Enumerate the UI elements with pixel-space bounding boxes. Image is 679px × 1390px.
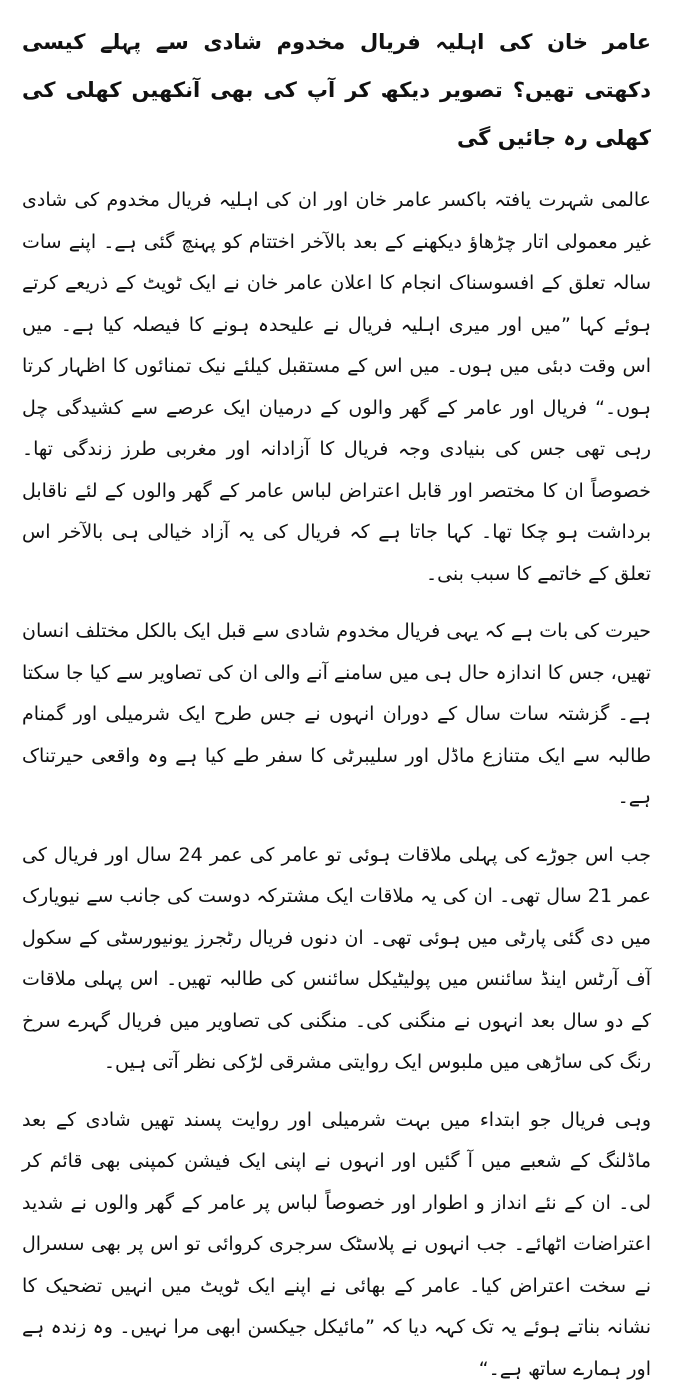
article-paragraph: وہی فریال جو ابتداء میں بہت شرمیلی اور روایت پسند تھیں شادی کے بعد ماڈلنگ کے شعبے میں آ گئیں اور انہوں نے اپنی ایک فیشن کمپنی بھی قائم کر لی۔ ان کے نئے انداز و اطوار اور خصوصاً لباس پر عامر کے گھر والوں نے شدید اعتراضات اٹھائے۔ جب انہوں نے پلاسٹک سرجری کروائی تو اس پر بھی سسرال نے سخت اعتراض کیا۔ عامر کے بھائی نے اپنے ایک ٹویٹ میں انہیں تضحیک کا نشانہ بناتے ہوئے یہ تک کہہ دیا کہ ”مائیکل جیکسن ابھی مرا نہیں۔ وہ زندہ ہے اور ہمارے ساتھ ہے۔“ bbox=[22, 1100, 651, 1390]
article-paragraph: حیرت کی بات ہے کہ یہی فریال مخدوم شادی سے قبل ایک بالکل مختلف انسان تھیں، جس کا اندازہ حال ہی میں سامنے آنے والی ان کی تصاویر سے کیا جا سکتا ہے۔ گزشتہ سات سال کے دوران انہوں نے جس طرح ایک شرمیلی اور گمنام طالبہ سے ایک متنازع ماڈل اور سلیبرٹی کا سفر طے کیا ہے وہ واقعی حیرتناک ہے۔ bbox=[22, 611, 651, 819]
article-paragraph: عالمی شہرت یافتہ باکسر عامر خان اور ان کی اہلیہ فریال مخدوم کی شادی غیر معمولی اتار چڑھاؤ دیکھنے کے بعد بالآخر اختتام کو پہنچ گئی ہے۔ اپنے سات سالہ تعلق کے افسوسناک انجام کا اعلان عامر خان نے ایک ٹویٹ کے ذریعے کرتے ہوئے کہا ”میں اور میری اہلیہ فریال نے علیحدہ ہونے کا فیصلہ کیا ہے۔ میں اس وقت دبئی میں ہوں۔ میں اس کے مستقبل کیلئے نیک تمنائوں کا اظہار کرتا ہوں۔“ فریال اور عامر کے گھر والوں کے درمیان ایک عرصے سے کشیدگی چل رہی تھی جس کی بنیادی وجہ فریال کا آزادانہ اور مغربی طرز زندگی تھا۔ خصوصاً ان کا مختصر اور قابل اعتراض لباس عامر کے گھر والوں کے لئے ناقابل برداشت ہو چکا تھا۔ کہا جاتا ہے کہ فریال کی یہ آزاد خیالی ہی بالآخر اس تعلق کے خاتمے کا سبب بنی۔ bbox=[22, 180, 651, 595]
article-paragraph: جب اس جوڑے کی پہلی ملاقات ہوئی تو عامر کی عمر 24 سال اور فریال کی عمر 21 سال تھی۔ ان کی یہ ملاقات ایک مشترکہ دوست کی جانب سے نیویارک میں دی گئی پارٹی میں ہوئی تھی۔ ان دنوں فریال رٹجرز یونیورسٹی کے سکول آف آرٹس اینڈ سائنس میں پولیٹیکل سائنس کی طالبہ تھیں۔ اس پہلی ملاقات کے دو سال بعد انہوں نے منگنی کی۔ منگنی کی تصاویر میں فریال گہرے سرخ رنگ کی ساڑھی میں ملبوس ایک روایتی مشرقی لڑکی نظر آتی ہیں۔ bbox=[22, 835, 651, 1084]
article-title: عامر خان کی اہلیہ فریال مخدوم شادی سے پہلے کیسی دکھتی تھیں؟ تصویر دیکھ کر آپ کی بھی آنکھیں کھلی کی کھلی رہ جائیں گی bbox=[22, 18, 651, 162]
